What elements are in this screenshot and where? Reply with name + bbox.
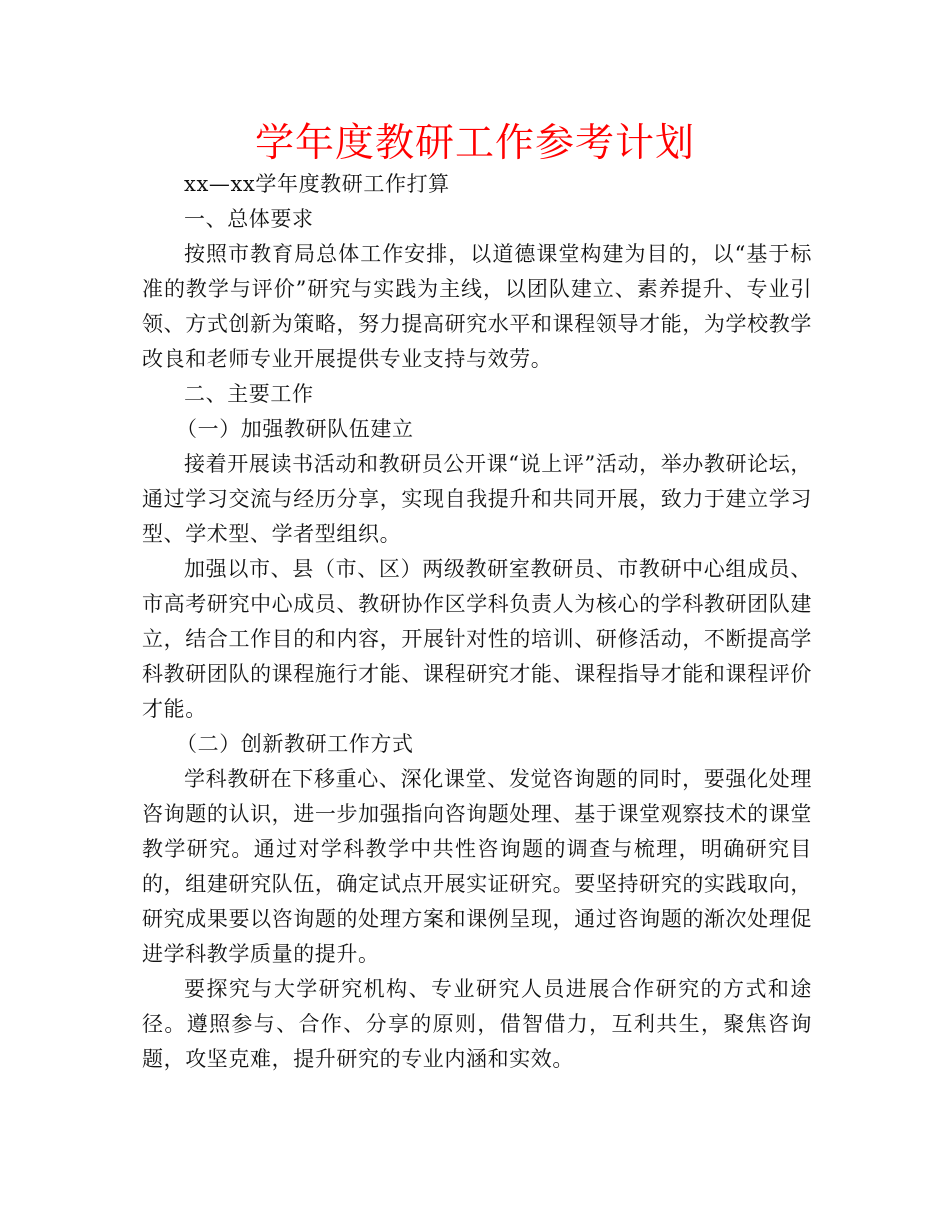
paragraph: 要探究与大学研究机构、专业研究人员进展合作研究的方式和途径。遵照参与、合作、分享的原则，借智借力，互利共生，聚焦咨询题，攻坚克难，提升研究的专业内涵和实效。 xyxy=(142,977,812,1071)
paragraph: 接着开展读书活动和教研员公开课“说上评”活动，举办教研论坛，通过学习交流与经历分享，实现自我提升和共同开展，致力于建立学习型、学术型、学者型组织。 xyxy=(142,452,812,546)
subsection-heading-innovation: （二）创新教研工作方式 xyxy=(176,732,414,756)
document-body xyxy=(142,167,812,1077)
paragraph: 加强以市、县（市、区）两级教研室教研员、市教研中心组成员、市高考研究中心成员、教研协作区学科负责人为核心的学科教研团队建立，结合工作目的和内容，开展针对性的培训、研修活动，不断提高学科教研团队的课程施行才能、课程研究才能、课程指导才能和课程评价才能。 xyxy=(142,557,812,721)
subsection-heading-team-building: （一）加强教研队伍建立 xyxy=(176,417,414,441)
paragraph-plan-heading: xx—xx学年度教研工作打算 xyxy=(184,172,450,196)
paragraph: 学科教研在下移重心、深化课堂、发觉咨询题的同时，要强化处理咨询题的认识，进一步加强指向咨询题处理、基于课堂观察技术的课堂教学研究。通过对学科教学中共性咨询题的调查与梳理，明确研究目的，组建研究队伍，确定试点开展实证研究。要坚持研究的实践取向，研究成果要以咨询题的处理方案和课例呈现，通过咨询题的渐次处理促进学科教学质量的提升。 xyxy=(142,767,812,966)
document-title: 学年度教研工作参考计划 xyxy=(254,121,695,166)
section-heading-overall-requirements: 一、总体要求 xyxy=(184,207,314,231)
paragraph: 按照市教育局总体工作安排，以道德课堂构建为目的，以“基于标准的教学与评价”研究与实践为主线，以团队建立、素养提升、专业引领、方式创新为策略，努力提高研究水平和课程领导才能，为学校教学改良和老师专业开展提供专业支持与效劳。 xyxy=(142,242,812,371)
section-heading-main-work: 二、主要工作 xyxy=(184,382,314,406)
